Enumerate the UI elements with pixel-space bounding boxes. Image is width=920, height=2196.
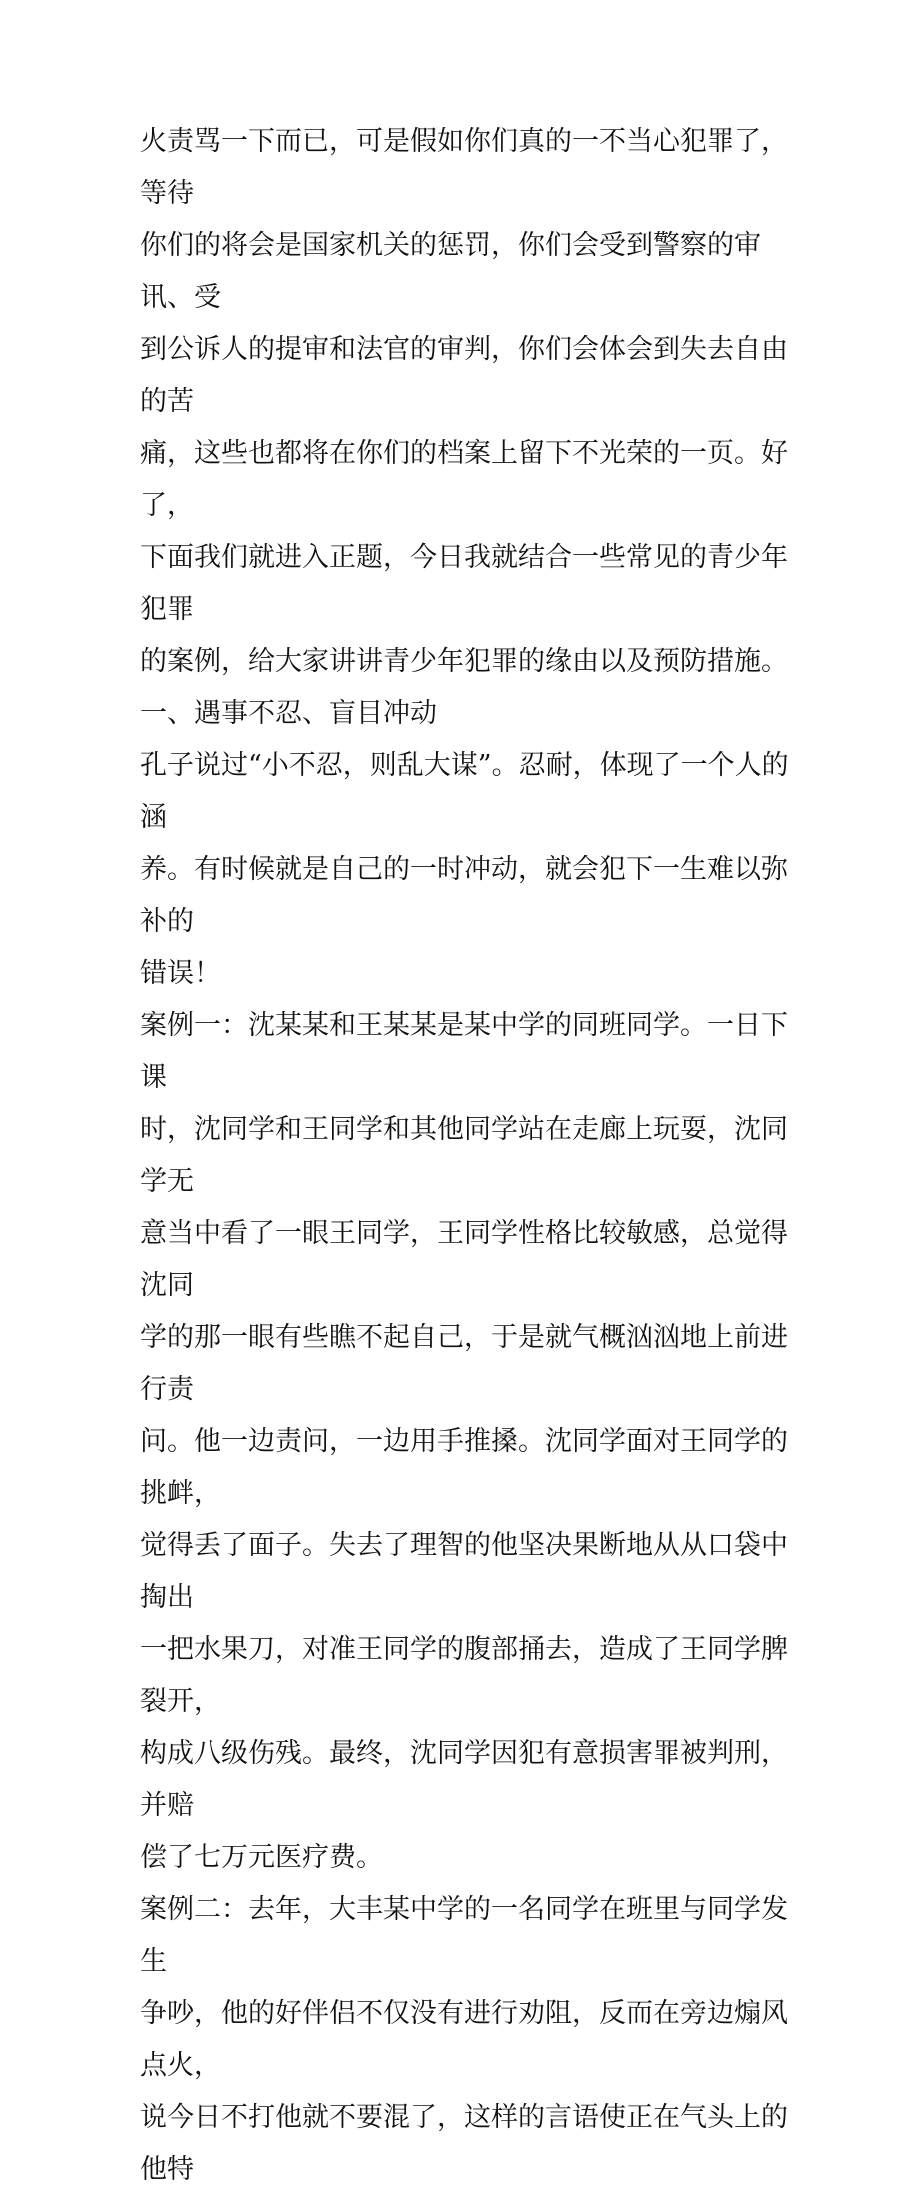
confucius-paragraph: 孔子说过“小不忍，则乱大谋”。忍耐，体现了一个人的涵 养。有时候就是自己的一时冲动，就会犯下一生难以弥补的 错误！ xyxy=(140,750,789,989)
case-one-paragraph: 案例一：沈某某和王某某是某中学的同班同学。一日下课 时，沈同学和王同学和其他同学站在走廊上玩耍，沈同学无 意当中看了一眼王同学，王同学性格比较敏感，总觉得沈同 学的那一眼有些瞧不起自己，于是就气概汹汹地上前进行责 问。他一边责问，一边用手推搡。沈同学面对王同学的挑衅， 觉得丢了面子。失去了理智的他坚决果断地从从口袋中掏出 一把水果刀，对准王同学的腹部捅去，造成了王同学脾裂开， 构成八级伤残。最终，沈同学因犯有意损害罪被判刑，并赔 偿了七万元医疗费。 xyxy=(140,1010,788,1873)
intro-paragraph: 火责骂一下而已，可是假如你们真的一不当心犯罪了，等待 你们的将会是国家机关的惩罚，你们会受到警察的审讯、受 到公诉人的提审和法官的审判，你们会体会到失去自由的苦 痛，这些也都将在你们的档案上留下不光荣的一页。好了， 下面我们就进入正题，今日我就结合一些常见的青少年犯罪 的案例，给大家讲讲青少年犯罪的缘由以及预防措施。 xyxy=(140,126,788,677)
case-two-paragraph: 案例二：去年，大丰某中学的一名同学在班里与同学发生 争吵，他的好伴侣不仅没有进行劝阻，反而在旁边煽风点火， 说今日不打他就不要混了，这样的言语使正在气头上的他特 xyxy=(140,1894,788,2185)
document-body xyxy=(140,116,800,2196)
section-heading: 一、遇事不忍、盲目冲动 xyxy=(140,698,437,729)
